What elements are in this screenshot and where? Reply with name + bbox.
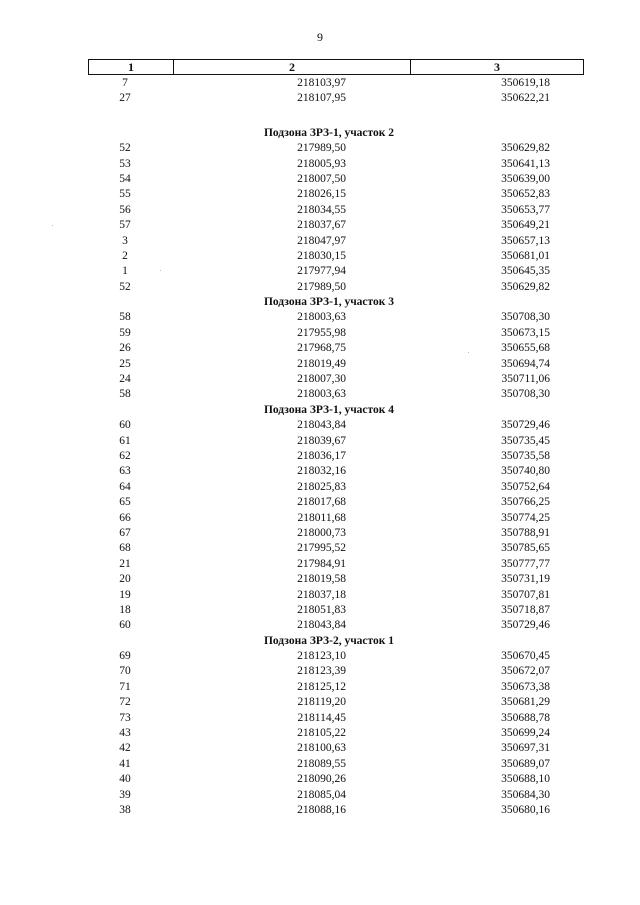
x-coordinate-cell: 218123,39 [297, 665, 346, 678]
point-number-cell: 38 [119, 803, 131, 816]
table-row [0, 541, 640, 556]
table-row [0, 91, 640, 106]
page-number: 9 [317, 30, 323, 44]
y-coordinate-cell: 350688,10 [501, 773, 550, 786]
y-coordinate-cell: 350699,24 [501, 727, 550, 740]
x-coordinate-cell: 218105,22 [297, 727, 346, 740]
table-row [0, 326, 640, 341]
x-coordinate-cell: 217989,50 [297, 280, 346, 293]
table-row [0, 480, 640, 495]
x-coordinate-cell: 218039,67 [297, 434, 346, 447]
table-row [0, 726, 640, 741]
table-row [0, 680, 640, 695]
y-coordinate-cell: 350653,77 [501, 203, 550, 216]
point-number-cell: 52 [119, 142, 131, 155]
y-coordinate-cell: 350641,13 [501, 157, 550, 170]
table-row [0, 741, 640, 756]
point-number-cell: 67 [119, 526, 131, 539]
column-header-3: 3 [411, 60, 584, 75]
table-row [0, 572, 640, 587]
table-row [0, 757, 640, 772]
x-coordinate-cell: 218019,58 [297, 573, 346, 586]
y-coordinate-cell: 350629,82 [501, 142, 550, 155]
y-coordinate-cell: 350655,68 [501, 342, 550, 355]
subzone-section-title: Подзона ЗРЗ-1, участок 4 [263, 403, 395, 416]
table-row [0, 264, 640, 279]
y-coordinate-cell: 350649,21 [501, 219, 550, 232]
point-number-cell: 68 [119, 542, 131, 555]
point-number-cell: 61 [119, 434, 131, 447]
table-row [0, 141, 640, 156]
y-coordinate-cell: 350708,30 [501, 388, 550, 401]
table-row [0, 495, 640, 510]
point-number-cell: 58 [119, 311, 131, 324]
point-number-cell: 20 [119, 573, 131, 586]
table-row [0, 157, 640, 172]
point-number-cell: 54 [119, 172, 131, 185]
table-row [0, 526, 640, 541]
x-coordinate-cell: 218011,68 [297, 511, 346, 524]
point-number-cell: 63 [119, 465, 131, 478]
x-coordinate-cell: 218089,55 [297, 757, 346, 770]
y-coordinate-cell: 350707,81 [501, 588, 550, 601]
y-coordinate-cell: 350645,35 [501, 265, 550, 278]
point-number-cell: 40 [119, 773, 131, 786]
point-number-cell: 24 [119, 373, 131, 386]
table-row [0, 280, 640, 295]
point-number-cell: 59 [119, 326, 131, 339]
x-coordinate-cell: 218032,16 [297, 465, 346, 478]
point-number-cell: 52 [119, 280, 131, 293]
table-row [0, 464, 640, 479]
y-coordinate-cell: 350766,25 [501, 496, 550, 509]
scan-speck [160, 270, 161, 271]
table-row [0, 557, 640, 572]
point-number-cell: 65 [119, 496, 131, 509]
y-coordinate-cell: 350681,29 [501, 696, 550, 709]
x-coordinate-cell: 218037,18 [297, 588, 346, 601]
point-number-cell: 55 [119, 188, 131, 201]
x-coordinate-cell: 218017,68 [297, 496, 346, 509]
x-coordinate-cell: 217955,98 [297, 326, 346, 339]
table-row [0, 203, 640, 218]
column-header-row [89, 60, 584, 75]
point-number-cell: 60 [119, 619, 131, 632]
y-coordinate-cell: 350711,06 [501, 373, 550, 386]
table-row [0, 711, 640, 726]
coordinates-table-body [0, 76, 640, 818]
table-row [0, 449, 640, 464]
point-number-cell: 1 [122, 265, 128, 278]
point-number-cell: 57 [119, 219, 131, 232]
x-coordinate-cell: 218025,83 [297, 480, 346, 493]
y-coordinate-cell: 350694,74 [501, 357, 550, 370]
x-coordinate-cell: 218007,50 [297, 172, 346, 185]
x-coordinate-cell: 218043,84 [297, 419, 346, 432]
point-number-cell: 2 [122, 249, 128, 262]
table-row [0, 588, 640, 603]
subzone-section-title: Подзона ЗРЗ-2, участок 1 [263, 634, 395, 647]
point-number-cell: 53 [119, 157, 131, 170]
table-row [0, 511, 640, 526]
y-coordinate-cell: 350684,30 [501, 788, 550, 801]
point-number-cell: 66 [119, 511, 131, 524]
subzone-section-title: Подзона ЗРЗ-1, участок 2 [263, 126, 395, 139]
x-coordinate-cell: 218043,84 [297, 619, 346, 632]
point-number-cell: 70 [119, 665, 131, 678]
y-coordinate-cell: 350629,82 [501, 280, 550, 293]
table-row [0, 234, 640, 249]
point-number-cell: 43 [119, 727, 131, 740]
x-coordinate-cell: 218019,49 [297, 357, 346, 370]
point-number-cell: 7 [122, 77, 128, 89]
x-coordinate-cell: 218030,15 [297, 249, 346, 262]
y-coordinate-cell: 350657,13 [501, 234, 550, 247]
point-number-cell: 39 [119, 788, 131, 801]
y-coordinate-cell: 350622,21 [501, 92, 550, 105]
column-header-1: 1 [89, 60, 174, 75]
table-row [0, 249, 640, 264]
y-coordinate-cell: 350708,30 [501, 311, 550, 324]
table-row [0, 357, 640, 372]
point-number-cell: 19 [119, 588, 131, 601]
point-number-cell: 27 [119, 92, 131, 105]
table-row [0, 172, 640, 187]
y-coordinate-cell: 350688,78 [501, 711, 550, 724]
point-number-cell: 56 [119, 203, 131, 216]
table-row [0, 803, 640, 818]
column-header-table [88, 59, 584, 75]
x-coordinate-cell: 218026,15 [297, 188, 346, 201]
x-coordinate-cell: 218100,63 [297, 742, 346, 755]
point-number-cell: 64 [119, 480, 131, 493]
table-row [0, 187, 640, 202]
point-number-cell: 60 [119, 419, 131, 432]
table-row [0, 649, 640, 664]
x-coordinate-cell: 218005,93 [297, 157, 346, 170]
y-coordinate-cell: 350673,38 [501, 680, 550, 693]
y-coordinate-cell: 350777,77 [501, 557, 550, 570]
x-coordinate-cell: 218088,16 [297, 803, 346, 816]
x-coordinate-cell: 218114,45 [297, 711, 346, 724]
table-row [0, 618, 640, 633]
table-row [0, 218, 640, 233]
y-coordinate-cell: 350673,15 [501, 326, 550, 339]
point-number-cell: 42 [119, 742, 131, 755]
point-number-cell: 71 [119, 680, 131, 693]
x-coordinate-cell: 218090,26 [297, 773, 346, 786]
x-coordinate-cell: 218123,10 [297, 650, 346, 663]
point-number-cell: 25 [119, 357, 131, 370]
x-coordinate-cell: 218047,97 [297, 234, 346, 247]
y-coordinate-cell: 350697,31 [501, 742, 550, 755]
x-coordinate-cell: 218103,97 [297, 77, 346, 89]
table-row [0, 76, 640, 91]
y-coordinate-cell: 350729,46 [501, 419, 550, 432]
table-row [0, 788, 640, 803]
y-coordinate-cell: 350681,01 [501, 249, 550, 262]
x-coordinate-cell: 218107,95 [297, 92, 346, 105]
y-coordinate-cell: 350619,18 [501, 77, 550, 89]
x-coordinate-cell: 218125,12 [297, 680, 346, 693]
y-coordinate-cell: 350774,25 [501, 511, 550, 524]
table-row [0, 341, 640, 356]
x-coordinate-cell: 217984,91 [297, 557, 346, 570]
point-number-cell: 3 [122, 234, 128, 247]
section-spacer [0, 107, 640, 126]
point-number-cell: 26 [119, 342, 131, 355]
y-coordinate-cell: 350740,80 [501, 465, 550, 478]
y-coordinate-cell: 350735,45 [501, 434, 550, 447]
table-row [0, 387, 640, 402]
table-row [0, 418, 640, 433]
y-coordinate-cell: 350731,19 [501, 573, 550, 586]
y-coordinate-cell: 350788,91 [501, 526, 550, 539]
x-coordinate-cell: 217989,50 [297, 142, 346, 155]
table-row [0, 372, 640, 387]
x-coordinate-cell: 218003,63 [297, 388, 346, 401]
table-row [0, 772, 640, 787]
table-row [0, 664, 640, 679]
point-number-cell: 73 [119, 711, 131, 724]
y-coordinate-cell: 350735,58 [501, 449, 550, 462]
y-coordinate-cell: 350729,46 [501, 619, 550, 632]
x-coordinate-cell: 218085,04 [297, 788, 346, 801]
y-coordinate-cell: 350672,07 [501, 665, 550, 678]
column-header-2: 2 [174, 60, 411, 75]
table-row [0, 695, 640, 710]
y-coordinate-cell: 350752,64 [501, 480, 550, 493]
x-coordinate-cell: 218034,55 [297, 203, 346, 216]
point-number-cell: 72 [119, 696, 131, 709]
subzone-section-title: Подзона ЗРЗ-1, участок 3 [263, 296, 395, 309]
x-coordinate-cell: 217968,75 [297, 342, 346, 355]
table-row [0, 434, 640, 449]
table-row [0, 603, 640, 618]
x-coordinate-cell: 218119,20 [297, 696, 346, 709]
x-coordinate-cell: 218051,83 [297, 603, 346, 616]
y-coordinate-cell: 350680,16 [501, 803, 550, 816]
x-coordinate-cell: 217977,94 [297, 265, 346, 278]
point-number-cell: 41 [119, 757, 131, 770]
y-coordinate-cell: 350670,45 [501, 650, 550, 663]
x-coordinate-cell: 218000,73 [297, 526, 346, 539]
point-number-cell: 69 [119, 650, 131, 663]
x-coordinate-cell: 218007,30 [297, 373, 346, 386]
x-coordinate-cell: 218037,67 [297, 219, 346, 232]
point-number-cell: 21 [119, 557, 131, 570]
x-coordinate-cell: 218036,17 [297, 449, 346, 462]
y-coordinate-cell: 350652,83 [501, 188, 550, 201]
point-number-cell: 58 [119, 388, 131, 401]
x-coordinate-cell: 218003,63 [297, 311, 346, 324]
scan-speck [468, 352, 469, 353]
y-coordinate-cell: 350639,00 [501, 172, 550, 185]
point-number-cell: 62 [119, 449, 131, 462]
y-coordinate-cell: 350718,87 [501, 603, 550, 616]
x-coordinate-cell: 217995,52 [297, 542, 346, 555]
y-coordinate-cell: 350689,07 [501, 757, 550, 770]
scan-speck [52, 225, 53, 226]
point-number-cell: 18 [119, 603, 131, 616]
table-row [0, 310, 640, 325]
y-coordinate-cell: 350785,65 [501, 542, 550, 555]
